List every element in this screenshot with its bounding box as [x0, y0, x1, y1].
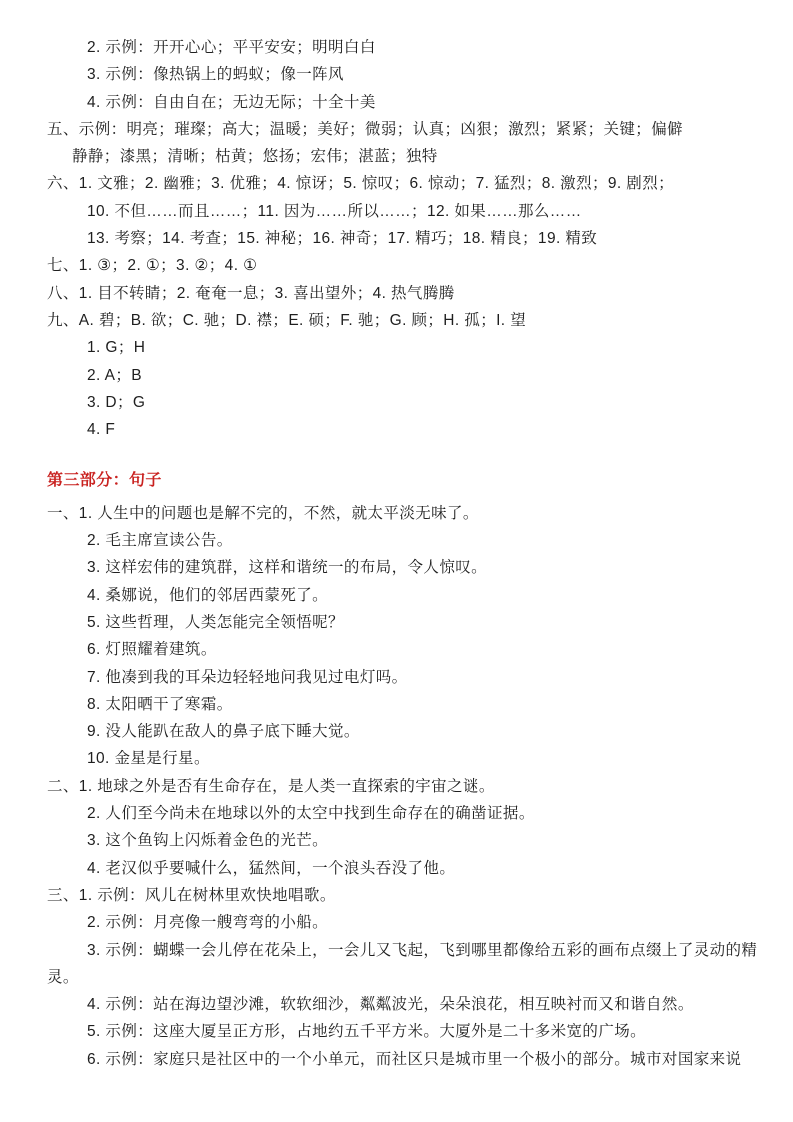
- part3-heading: 第三部分：句子: [47, 472, 162, 490]
- part3-sentences-section: [47, 500, 767, 1073]
- answer-line: 五、示例：明亮；璀璨；高大；温暖；美好；微弱；认真；凶狠；激烈；紧紧；关键；偏僻: [47, 120, 684, 138]
- answer-line: 10. 不但……而且……；11. 因为……所以……；12. 如果……那么……: [87, 202, 582, 220]
- sentence-line: 一、1. 人生中的问题也是解不完的，不然，就太平淡无味了。: [47, 504, 479, 522]
- sentence-line: 4. 示例：站在海边望沙滩，软软细沙，粼粼波光，朵朵浪花，相互映衬而又和谐自然。: [87, 996, 694, 1014]
- sentence-line: 7. 他凑到我的耳朵边轻轻地问我见过电灯吗。: [87, 668, 408, 686]
- answer-line: 4. F: [87, 421, 116, 439]
- answer-line: 八、1. 目不转睛；2. 奄奄一息；3. 喜出望外；4. 热气腾腾: [47, 284, 455, 302]
- answer-line: 九、A. 碧；B. 欲；C. 驰；D. 襟；E. 硕；F. 驰；G. 顾；H. 孤；I. 望: [47, 311, 527, 329]
- sentence-line: 2. 人们至今尚未在地球以外的太空中找到生命存在的确凿证据。: [87, 805, 535, 823]
- sentence-line: 3. 这个鱼钩上闪烁着金色的光芒。: [87, 832, 329, 850]
- answer-line: 2. A；B: [87, 366, 142, 384]
- answer-line: 3. D；G: [87, 393, 146, 411]
- sentence-line: 3. 这样宏伟的建筑群，这样和谐统一的布局，令人惊叹。: [87, 559, 488, 577]
- sentence-line: 二、1. 地球之外是否有生命存在，是人类一直探索的宇宙之谜。: [47, 777, 495, 795]
- part2-answers-section: [47, 34, 767, 443]
- sentence-line: 5. 这些哲理，人类怎能完全领悟呢？: [87, 613, 344, 631]
- answer-line: 13. 考察；14. 考查；15. 神秘；16. 神奇；17. 精巧；18. 精良；19. 精致: [87, 230, 598, 248]
- answer-line: 2. 示例：开开心心；平平安安；明明白白: [87, 39, 376, 56]
- sentence-line: 4. 桑娜说，他们的邻居西蒙死了。: [87, 586, 329, 604]
- sentence-line: 2. 示例：月亮像一艘弯弯的小船。: [87, 914, 329, 932]
- answer-line: 4. 示例：自由自在；无边无际；十全十美: [87, 93, 376, 111]
- sentence-line: 4. 老汉似乎要喊什么，猛然间，一个浪头吞没了他。: [87, 859, 456, 877]
- sentence-line: 6. 示例：家庭只是社区中的一个小单元，而社区只是城市里一个极小的部分。城市对国家来说: [87, 1050, 742, 1068]
- sentence-line: 5. 示例：这座大厦呈正方形，占地约五千平方米。大厦外是二十多米宽的广场。: [87, 1023, 647, 1041]
- sentence-line: 6. 灯照耀着建筑。: [87, 641, 217, 659]
- sentence-line: 三、1. 示例：风儿在树林里欢快地唱歌。: [47, 886, 336, 904]
- sentence-line: 10. 金星是行星。: [87, 750, 210, 768]
- sentence-line: 9. 没人能趴在敌人的鼻子底下睡大觉。: [87, 723, 360, 741]
- sentence-line: 8. 太阳晒干了寒霜。: [87, 695, 233, 713]
- answer-line: 1. G；H: [87, 339, 146, 357]
- answer-line: 3. 示例：像热锅上的蚂蚁；像一阵风: [87, 66, 344, 84]
- answer-line: 七、1. ③；2. ①；3. ②；4. ①: [47, 257, 258, 275]
- answer-line: 六、1. 文雅；2. 幽雅；3. 优雅；4. 惊讶；5. 惊叹；6. 惊动；7. 猛烈；8. 激烈；9. 剧烈；: [47, 175, 675, 193]
- answer-line: 静静；漆黑；清晰；枯黄；悠扬；宏伟；湛蓝；独特: [72, 148, 438, 166]
- sentence-line: 2. 毛主席宣读公告。: [87, 532, 233, 550]
- sentence-line: 3. 示例：蝴蝶一会儿停在花朵上，一会儿又飞起，飞到哪里都像给五彩的画布点缀上了灵动的精灵。: [47, 941, 758, 986]
